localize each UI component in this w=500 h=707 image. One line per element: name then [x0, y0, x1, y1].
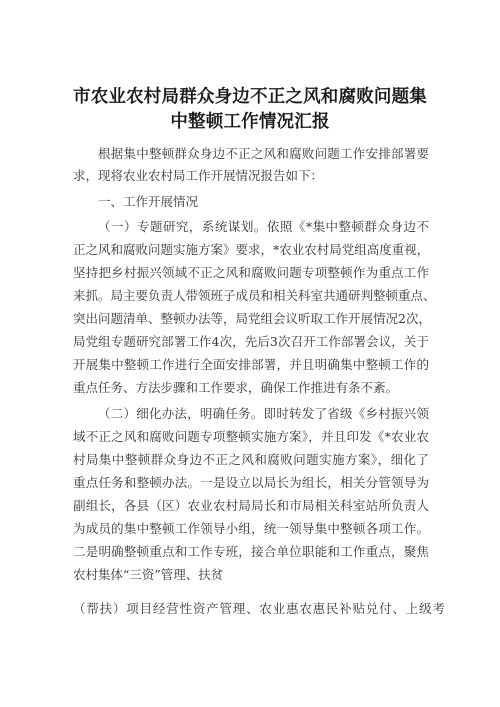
para2-line-6: 为成员的集中整顿工作领导小组，统一领导集中整顿各项工作。: [73, 521, 429, 536]
para1-line-7: 开展集中整顿工作进行全面安排部署，并且明确集中整顿工作的: [73, 357, 429, 372]
intro-line-1: 根据集中整顿群众身边不正之风和腐败问题工作安排部署要: [98, 146, 429, 161]
intro-line-2: 求，现将农业农村局工作开展情况报告如下：: [73, 168, 324, 183]
para1-line-3: 坚持把乡村振兴领域不正之风和腐败问题专项整顿作为重点工作: [73, 265, 429, 280]
para2-line-5: 副组长，各县（区）农业农村局局长和市局相关科室站所负责人: [73, 498, 429, 513]
document-title-line-2: 中整顿工作情况汇报: [170, 112, 330, 132]
para2-line-7: 二是明确整顿重点和工作专班，接合单位职能和工作重点，聚焦: [73, 544, 429, 559]
para2-line-3: 村局集中整顿群众身边不正之风和腐败问题实施方案》，细化了: [73, 452, 429, 467]
para1-line-4: 来抓。局主要负责人带领班子成员和相关科室共通研判整顿重点、: [73, 288, 436, 303]
para1-line-5: 突出问题清单、整顿办法等，局党组会议听取工作开展情况2次，: [73, 311, 431, 326]
para1-line-6: 局党组专题研究部署工作4次，先后3次召开工作部署会议，关于: [73, 334, 429, 349]
para3-line-1: （帮扶）项目经营性资产管理、农业惠农惠民补贴兑付、上级考: [73, 601, 445, 616]
para2-line-4: 重点任务和整顿办法。一是设立以局长为组长，相关分管领导为: [73, 475, 429, 490]
para2-line-2: 域不正之风和腐败问题专项整顿实施方案》，并且印发《*农业农: [73, 429, 429, 444]
para2-line-1: （二）细化办法，明确任务。即时转发了省级《乡村振兴领: [98, 406, 429, 421]
para1-line-8: 重点任务、方法步骤和工作要求，确保工作推进有条不紊。: [73, 380, 399, 395]
para1-line-1: （一）专题研究，系统谋划。依照《*集中整顿群众身边不: [98, 219, 429, 234]
para1-line-2: 正之风和腐败问题实施方案》要求，*农业农村局党组高度重视，: [73, 242, 430, 257]
para2-line-8: 农村集体“三资”管理、扶贫: [73, 567, 224, 582]
document-title-line-1: 市农业农村局群众身边不正之风和腐败问题集: [73, 87, 427, 107]
section-heading: 一、工作开展情况: [98, 194, 199, 209]
